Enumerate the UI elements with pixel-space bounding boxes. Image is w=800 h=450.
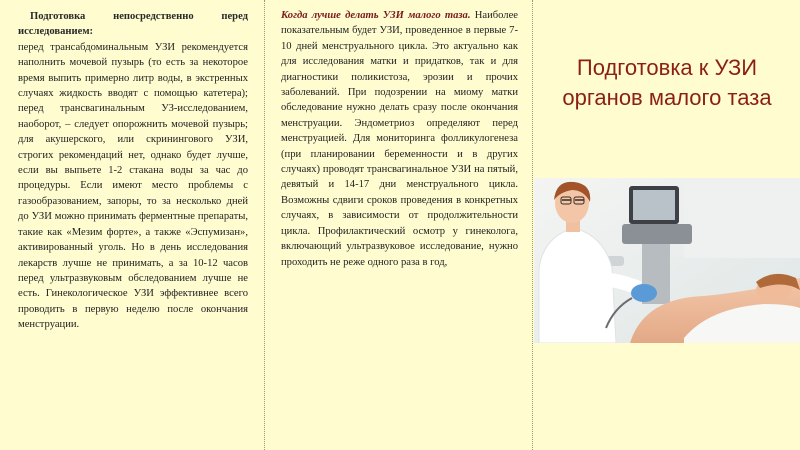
ultrasound-photo bbox=[534, 178, 800, 343]
timing-heading: Когда лучше делать УЗИ малого таза. bbox=[281, 10, 471, 21]
right-column bbox=[534, 0, 800, 450]
left-column bbox=[0, 0, 263, 450]
window-light bbox=[684, 178, 800, 258]
column-divider bbox=[264, 0, 265, 450]
column-divider bbox=[532, 0, 533, 450]
preparation-body: перед трансабдоминальным УЗИ рекомендуется наполнить мочевой пузырь (то есть за некоторое время выпить примерно литр воды, в экстренных случаях жидкость вводят с помощью катетера); перед трансвагинальным УЗ-исследованием, наоборот, – следует опорожнить мочевой пузырь; для акушерского, или скринингового УЗИ, строгих рекомендаций нет, однако будет лучше, если вы выпьете 1-2 стакана воды за час до процедуры. Если имеют место проблемы с газообразованием, запоры, то за несколько дней до УЗИ можно принимать ферментные препараты, такие как «Мезим форте», а также «Эспумизан», активированный уголь. Но в день исследования лекарств лучше не принимать, а за 10-12 часов перед ультразвуковым обследованием лучше не есть. Гинекологическое УЗИ эффективнее всего проводить в первую неделю после окончания менструации. bbox=[18, 41, 248, 331]
timing-body: Наиболее показательным будет УЗИ, проведенное в первые 7-10 дней менструального цикла. Это актуально как для исследования матки и придатков, так и для диагностики поликистоза, эрозии и прочих заболеваний. При подозрении на миому матки обследование нужно делать сразу после окончания менструации. Эндометриоз определяют перед менструацией. Для мониторинга фолликулогенеза (при планировании беременности и в других случаях) проводят трансвагинальное УЗИ на пятый, девятый и 14-17 дни менструального цикла. Возможны сдвиги сроков проведения в конкретных случаях, в зависимости от продолжительности цикла. Профилактический осмотр у гинеколога, включающий ультразвуковое исследование, нужно проходить не реже одного раза в год, bbox=[281, 10, 518, 268]
title-line: органов малого таза bbox=[562, 85, 772, 110]
timing-text bbox=[281, 8, 518, 270]
preparation-text bbox=[18, 9, 248, 333]
title-line: Подготовка к УЗИ bbox=[576, 55, 758, 80]
middle-column bbox=[266, 0, 531, 450]
page-title bbox=[534, 53, 800, 113]
preparation-heading: Подготовка непосредственно перед исследованием: bbox=[18, 11, 248, 38]
